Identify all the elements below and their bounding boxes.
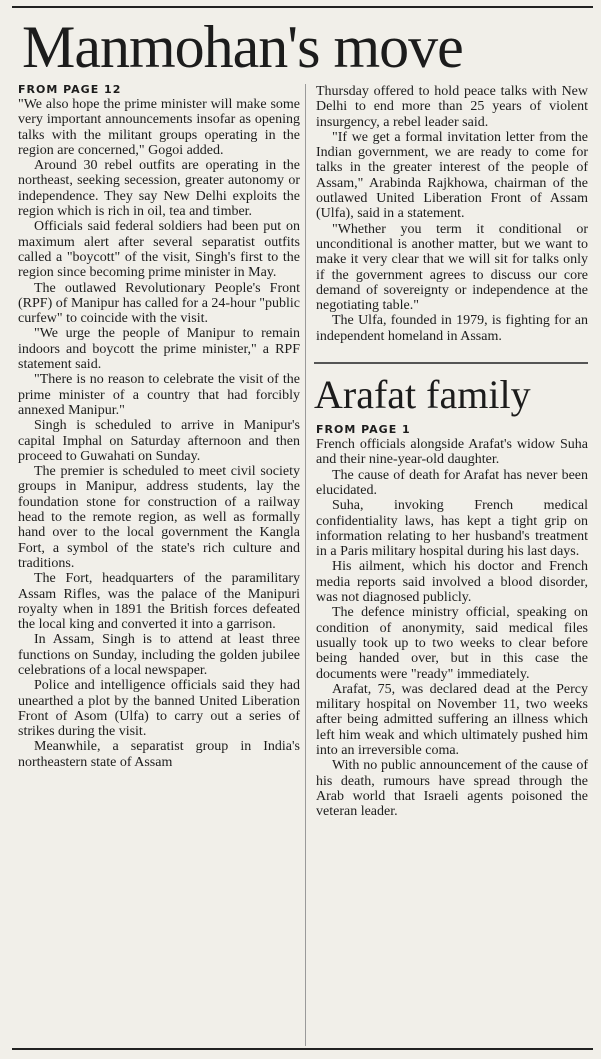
- paragraph: Meanwhile, a separatist group in India's northeastern state of Assam: [18, 739, 300, 770]
- kicker-from-page-1: FROM PAGE 1: [316, 423, 411, 437]
- column-left: [18, 84, 300, 770]
- paragraph: Arafat, 75, was declared dead at the Percy military hospital on November 11, two weeks after being admitted suffering an illness which left him weak and which ultimately pushed him into an irreversible coma.: [316, 681, 588, 758]
- column-divider: [305, 84, 306, 1046]
- paragraph: In Assam, Singh is to attend at least three functions on Sunday, including the golden jubilee celebrations of a local newspaper.: [18, 632, 300, 678]
- paragraph: The defence ministry official, speaking on condition of anonymity, said medical files usually took up to two weeks to clear before being handed over, but in this case the documents were "ready" immediately.: [316, 605, 588, 682]
- paragraph: "Whether you term it conditional or unconditional is another matter, but we want to make it very clear that we will sit for talks only if the government agrees to discuss our core demand of sovereignty or independence at the negotiating table.": [316, 221, 588, 314]
- paragraph: Singh is scheduled to arrive in Manipur's capital Imphal on Saturday afternoon and then proceed to Guwahati on Sunday.: [18, 418, 300, 464]
- paragraph: The Fort, headquarters of the paramilitary Assam Rifles, was the palace of the Manipuri royalty when in 1891 the British forces defeated the local king and converted it into a garrison.: [18, 571, 300, 633]
- top-rule: [12, 6, 593, 8]
- paragraph: The outlawed Revolutionary People's Front (RPF) of Manipur has called for a 24-hour "public curfew" to coincide with the visit.: [18, 280, 300, 327]
- paragraph: The premier is scheduled to meet civil society groups in Manipur, address students, lay the foundation stone for construction of a railway head to the remote region, as well as formally hand over to the local government the Kangla Fort, a symbol of the state's rich culture and traditions.: [18, 464, 300, 571]
- paragraph: "There is no reason to celebrate the visit of the prime minister of a country that had forcibly annexed Manipur.": [18, 372, 300, 418]
- paragraph: Thursday offered to hold peace talks with New Delhi to end more than 25 years of violent insurgency, a rebel leader said.: [316, 84, 588, 130]
- paragraph: The cause of death for Arafat has never been elucidated.: [316, 467, 588, 498]
- paragraph: His ailment, which his doctor and French media reports said involved a blood disorder, was not diagnosed publicly.: [316, 559, 588, 606]
- headline-manmohan: Manmohan's move: [22, 14, 463, 80]
- paragraph: Around 30 rebel outfits are operating in the northeast, seeking secession, greater autonomy or independence. They say New Delhi exploits the region which is rich in oil, tea and timber.: [18, 158, 300, 220]
- paragraph: Police and intelligence officials said they had unearthed a plot by the banned United Liberation Front of Asom (Ulfa) to carry out a series of strikes during the visit.: [18, 678, 300, 740]
- paragraph: "If we get a formal invitation letter from the Indian government, we are ready to come for talks in the greater interest of the people of Assam," Arabinda Rajkhowa, chairman of the outlawed United Liberation Front of Assam (Ulfa), said in a statement.: [316, 129, 588, 222]
- column-right: [316, 84, 588, 819]
- headline-arafat: Arafat family: [314, 362, 588, 418]
- paragraph: Suha, invoking French medical confidentiality laws, has kept a tight grip on information relating to her husband's treatment in a Paris military hospital during his last days.: [316, 498, 588, 560]
- bottom-rule: [12, 1048, 593, 1050]
- kicker-from-page-12: FROM PAGE 12: [18, 83, 122, 96]
- paragraph: Officials said federal soldiers had been put on maximum alert after several separatist outfits called a "boycott" of the visit, Singh's first to the region since becoming prime minister in May.: [18, 219, 300, 281]
- paragraph: "We also hope the prime minister will make some very important announcements insofar as opening talks with the militant groups operating in the region are concerned," Gogoi added.: [18, 97, 300, 158]
- paragraph: French officials alongside Arafat's widow Suha and their nine-year-old daughter.: [316, 437, 588, 468]
- paragraph: With no public announcement of the cause of his death, rumours have spread through the Arab world that Israeli agents poisoned the veteran leader.: [316, 758, 588, 820]
- paragraph: "We urge the people of Manipur to remain indoors and boycott the prime minister," a RPF statement said.: [18, 326, 300, 373]
- paragraph: The Ulfa, founded in 1979, is fighting for an independent homeland in Assam.: [316, 313, 588, 344]
